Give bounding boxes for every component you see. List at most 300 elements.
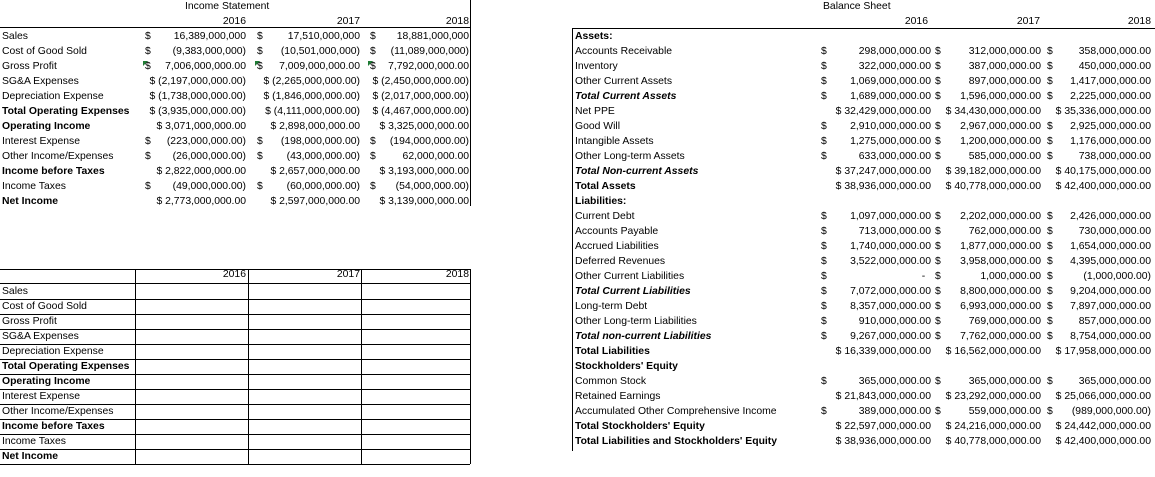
income-cell[interactable] [145, 119, 246, 134]
balance-row-accounts-payable[interactable]: Accounts Payable [575, 226, 659, 237]
income-cell[interactable] [370, 119, 469, 134]
blank-year-2016[interactable]: 2016 [222, 269, 246, 280]
blank-row-depreciation-expense[interactable]: Depreciation Expense [2, 346, 104, 357]
balance-cell[interactable] [1047, 374, 1151, 389]
income-statement-title[interactable]: Income Statement [185, 1, 270, 12]
balance-cell[interactable] [821, 254, 931, 269]
currency-symbol: $ [145, 61, 151, 72]
currency-symbol: $ [935, 316, 941, 327]
balance-cell[interactable] [821, 329, 931, 344]
cell-value: $ (2,450,000,000.00) [372, 76, 469, 87]
cell-value: $ (1,846,000,000.00) [263, 91, 360, 102]
income-cell[interactable] [257, 89, 360, 104]
blank-row-border [0, 314, 470, 315]
balance-cell[interactable] [935, 44, 1041, 59]
income-cell[interactable] [370, 59, 469, 74]
income-year-2017[interactable]: 2017 [336, 16, 360, 27]
balance-cell[interactable] [1047, 89, 1151, 104]
cell-value: $ 2,773,000,000.00 [156, 196, 246, 207]
cell-value: 2,426,000,000.00 [1070, 211, 1151, 222]
blank-row-net-income[interactable]: Net Income [2, 451, 59, 462]
income-cell[interactable] [370, 164, 469, 179]
blank-header-border [0, 283, 470, 284]
income-cell[interactable] [257, 149, 360, 164]
income-cell[interactable] [145, 164, 246, 179]
balance-cell[interactable] [935, 74, 1041, 89]
currency-symbol: $ [821, 241, 827, 252]
cell-value: 1,654,000,000.00 [1070, 241, 1151, 252]
balance-cell[interactable] [1047, 434, 1151, 449]
cell-value: $ 2,597,000,000.00 [270, 196, 360, 207]
balance-cell[interactable] [821, 74, 931, 89]
blank-row-operating-income[interactable]: Operating Income [2, 376, 91, 387]
blank-col-border-2 [248, 269, 249, 464]
balance-cell[interactable] [1047, 179, 1151, 194]
balance-cell[interactable] [1047, 419, 1151, 434]
currency-symbol: $ [1047, 46, 1053, 57]
balance-year-2016[interactable]: 2016 [904, 16, 928, 27]
balance-cell[interactable] [1047, 209, 1151, 224]
cell-value: 9,267,000,000.00 [850, 331, 931, 342]
income-cell[interactable] [145, 134, 246, 149]
currency-symbol: $ [1047, 301, 1053, 312]
cell-value: $ 21,843,000,000.00 [835, 391, 931, 402]
balance-row-total-non-current-assets[interactable]: Total Non-current Assets [575, 166, 699, 177]
income-year-2018[interactable]: 2018 [445, 16, 469, 27]
balance-cell[interactable] [1047, 284, 1151, 299]
balance-cell[interactable] [935, 284, 1041, 299]
balance-year-2017[interactable]: 2017 [1016, 16, 1040, 27]
balance-row-retained-earnings[interactable]: Retained Earnings [575, 391, 661, 402]
income-cell[interactable] [370, 194, 469, 209]
balance-cell[interactable] [1047, 314, 1151, 329]
balance-cell[interactable] [1047, 44, 1151, 59]
cell-value: $ 25,066,000,000.00 [1055, 391, 1151, 402]
cell-value: 7,072,000,000.00 [850, 286, 931, 297]
income-row-gross-profit[interactable]: Gross Profit [2, 61, 57, 72]
cell-value: 8,800,000,000.00 [960, 286, 1041, 297]
currency-symbol: $ [821, 151, 827, 162]
balance-row-total-stockholders-equity[interactable]: Total Stockholders' Equity [575, 421, 705, 432]
currency-symbol: $ [257, 31, 263, 42]
income-cell[interactable] [257, 104, 360, 119]
cell-value: 8,357,000,000.00 [850, 301, 931, 312]
cell-value: $ (2,197,000,000.00) [149, 76, 246, 87]
balance-row-total-non-current-liabilities[interactable]: Total non-current Liabilities [575, 331, 712, 342]
currency-symbol: $ [935, 91, 941, 102]
balance-cell[interactable] [935, 299, 1041, 314]
cell-value: $ 37,247,000,000.00 [835, 166, 931, 177]
income-cell[interactable] [145, 44, 246, 59]
income-row-depreciation-expense[interactable]: Depreciation Expense [2, 91, 104, 102]
cell-value: (26,000,000.00) [172, 151, 246, 162]
balance-cell[interactable] [821, 149, 931, 164]
balance-cell[interactable] [821, 89, 931, 104]
currency-symbol: $ [257, 46, 263, 57]
cell-value: (43,000,000.00) [286, 151, 360, 162]
cell-value: 713,000,000.00 [858, 226, 931, 237]
currency-symbol: $ [1047, 121, 1053, 132]
balance-cell[interactable] [935, 89, 1041, 104]
blank-col-border-4 [470, 269, 471, 464]
balance-cell[interactable] [935, 104, 1041, 119]
balance-cell[interactable] [935, 344, 1041, 359]
balance-row-accrued-liabilities[interactable]: Accrued Liabilities [575, 241, 659, 252]
income-row-sg-a-expenses[interactable]: SG&A Expenses [2, 76, 79, 87]
currency-symbol: $ [145, 181, 151, 192]
balance-cell[interactable] [821, 224, 931, 239]
cell-value: (223,000,000.00) [166, 136, 246, 147]
error-indicator-icon [143, 61, 148, 66]
income-cell[interactable] [370, 149, 469, 164]
cell-value: $ 3,325,000,000.00 [379, 121, 469, 132]
balance-cell[interactable] [935, 419, 1041, 434]
cell-value: 633,000,000.00 [858, 151, 931, 162]
cell-value: $ (1,738,000,000.00) [149, 91, 246, 102]
cell-value: 6,993,000,000.00 [960, 301, 1041, 312]
balance-cell[interactable] [1047, 344, 1151, 359]
currency-symbol: $ [370, 31, 376, 42]
currency-symbol: $ [257, 181, 263, 192]
income-cell[interactable] [370, 179, 469, 194]
cell-value: 365,000,000.00 [1078, 376, 1151, 387]
cell-value: $ 16,562,000,000.00 [945, 346, 1041, 357]
balance-cell[interactable] [1047, 389, 1151, 404]
cell-value: $ 3,193,000,000.00 [379, 166, 469, 177]
cell-value: (10,501,000,000) [280, 46, 360, 57]
currency-symbol: $ [1047, 316, 1053, 327]
cell-value: $ 42,400,000,000.00 [1055, 181, 1151, 192]
blank-row-other-income-expenses[interactable]: Other Income/Expenses [2, 406, 114, 417]
currency-symbol: $ [935, 211, 941, 222]
balance-cell[interactable] [935, 374, 1041, 389]
income-cell[interactable] [145, 179, 246, 194]
blank-col-border-1 [135, 269, 136, 464]
balance-cell[interactable] [821, 404, 931, 419]
income-cell[interactable] [257, 29, 360, 44]
balance-cell[interactable] [821, 419, 931, 434]
currency-symbol: $ [1047, 151, 1053, 162]
cell-value: 1,275,000,000.00 [850, 136, 931, 147]
balance-cell[interactable] [1047, 119, 1151, 134]
cell-value: 7,762,000,000.00 [960, 331, 1041, 342]
balance-cell[interactable] [935, 224, 1041, 239]
income-cell[interactable] [370, 89, 469, 104]
income-cell[interactable] [257, 164, 360, 179]
balance-cell[interactable] [821, 44, 931, 59]
cell-value: 322,000,000.00 [858, 61, 931, 72]
cell-value: 1,069,000,000.00 [850, 76, 931, 87]
balance-row-other-long-term-assets[interactable]: Other Long-term Assets [575, 151, 685, 162]
balance-left-border [572, 28, 573, 451]
income-cell[interactable] [257, 194, 360, 209]
cell-value: 3,958,000,000.00 [960, 256, 1041, 267]
cell-value: 9,204,000,000.00 [1070, 286, 1151, 297]
currency-symbol: $ [821, 121, 827, 132]
balance-row-total-current-liabilities[interactable]: Total Current Liabilities [575, 286, 691, 297]
currency-symbol: $ [370, 181, 376, 192]
cell-value: $ 24,216,000,000.00 [945, 421, 1041, 432]
cell-value: 585,000,000.00 [968, 151, 1041, 162]
cell-value: (1,000,000.00) [1083, 271, 1151, 282]
income-cell[interactable] [145, 29, 246, 44]
balance-row-other-long-term-liabilities[interactable]: Other Long-term Liabilities [575, 316, 697, 327]
income-row-income-before-taxes[interactable]: Income before Taxes [2, 166, 105, 177]
balance-row-current-debt[interactable]: Current Debt [575, 211, 635, 222]
balance-cell[interactable] [1047, 299, 1151, 314]
balance-row-total-liabilities[interactable]: Total Liabilities [575, 346, 650, 357]
balance-cell[interactable] [821, 344, 931, 359]
cell-value: (60,000,000.00) [286, 181, 360, 192]
income-row-interest-expense[interactable]: Interest Expense [2, 136, 80, 147]
cell-value: (54,000,000.00) [395, 181, 469, 192]
cell-value: $ 24,442,000,000.00 [1055, 421, 1151, 432]
balance-year-2018[interactable]: 2018 [1127, 16, 1151, 27]
income-row-other-income-expenses[interactable]: Other Income/Expenses [2, 151, 114, 162]
cell-value: $ 34,430,000,000.00 [945, 106, 1041, 117]
cell-value: $ 40,778,000,000.00 [945, 181, 1041, 192]
currency-symbol: $ [257, 136, 263, 147]
cell-value: 389,000,000.00 [858, 406, 931, 417]
balance-cell[interactable] [1047, 74, 1151, 89]
balance-cell[interactable] [935, 239, 1041, 254]
cell-value: 450,000,000.00 [1078, 61, 1151, 72]
income-cell[interactable] [145, 89, 246, 104]
currency-symbol: $ [935, 121, 941, 132]
currency-symbol: $ [370, 151, 376, 162]
income-header-border [0, 27, 470, 28]
balance-cell[interactable] [821, 59, 931, 74]
income-cell[interactable] [145, 149, 246, 164]
currency-symbol: $ [935, 406, 941, 417]
balance-cell[interactable] [821, 104, 931, 119]
balance-cell[interactable] [821, 164, 931, 179]
cell-value: $ 42,400,000,000.00 [1055, 436, 1151, 447]
balance-cell[interactable] [1047, 59, 1151, 74]
balance-cell[interactable] [1047, 254, 1151, 269]
balance-cell[interactable] [821, 374, 931, 389]
cell-value: 7,006,000,000.00 [165, 61, 246, 72]
balance-cell[interactable] [935, 434, 1041, 449]
cell-value: 1,176,000,000.00 [1070, 136, 1151, 147]
cell-value: 3,522,000,000.00 [850, 256, 931, 267]
balance-row-total-assets[interactable]: Total Assets [575, 181, 636, 192]
balance-row-accounts-receivable[interactable]: Accounts Receivable [575, 46, 673, 57]
income-row-total-operating-expenses[interactable]: Total Operating Expenses [2, 106, 130, 117]
cell-value: (989,000,000.00) [1071, 406, 1151, 417]
income-cell[interactable] [257, 59, 360, 74]
income-cell[interactable] [257, 119, 360, 134]
cell-value: $ 2,898,000,000.00 [270, 121, 360, 132]
blank-year-2018[interactable]: 2018 [445, 269, 469, 280]
balance-row-liabilities[interactable]: Liabilities: [575, 196, 627, 207]
income-cell[interactable] [145, 59, 246, 74]
balance-row-good-will[interactable]: Good Will [575, 121, 621, 132]
blank-row-cost-of-good-sold[interactable]: Cost of Good Sold [2, 301, 87, 312]
cell-value: 4,395,000,000.00 [1070, 256, 1151, 267]
balance-cell[interactable] [935, 329, 1041, 344]
balance-cell[interactable] [1047, 224, 1151, 239]
balance-row-common-stock[interactable]: Common Stock [575, 376, 647, 387]
currency-symbol: $ [370, 46, 376, 57]
balance-row-other-current-liabilities[interactable]: Other Current Liabilities [575, 271, 685, 282]
balance-row-other-current-assets[interactable]: Other Current Assets [575, 76, 673, 87]
blank-row-sg-a-expenses[interactable]: SG&A Expenses [2, 331, 79, 342]
balance-cell[interactable] [821, 179, 931, 194]
income-cell[interactable] [370, 134, 469, 149]
income-cell[interactable] [370, 104, 469, 119]
balance-row-accumulated-other-comprehensive-income[interactable]: Accumulated Other Comprehensive Income [575, 406, 777, 417]
balance-row-stockholders-equity[interactable]: Stockholders' Equity [575, 361, 678, 372]
currency-symbol: $ [821, 211, 827, 222]
income-cell[interactable] [145, 74, 246, 89]
balance-cell[interactable] [1047, 269, 1151, 284]
blank-row-total-operating-expenses[interactable]: Total Operating Expenses [2, 361, 130, 372]
currency-symbol: $ [935, 286, 941, 297]
balance-cell[interactable] [821, 314, 931, 329]
cell-value: $ 3,071,000,000.00 [156, 121, 246, 132]
income-cell[interactable] [370, 74, 469, 89]
balance-row-total-liabilities-and-stockholders-equity[interactable]: Total Liabilities and Stockholders' Equity [575, 436, 778, 447]
cell-value: (49,000,000.00) [172, 181, 246, 192]
balance-cell[interactable] [1047, 149, 1151, 164]
error-indicator-icon [255, 61, 260, 66]
balance-cell[interactable] [935, 59, 1041, 74]
cell-value: 559,000,000.00 [968, 406, 1041, 417]
cell-value: $ (2,265,000,000.00) [263, 76, 360, 87]
cell-value: 762,000,000.00 [968, 226, 1041, 237]
income-cell[interactable] [257, 134, 360, 149]
balance-cell[interactable] [1047, 104, 1151, 119]
income-cell[interactable] [370, 29, 469, 44]
income-row-cost-of-good-sold[interactable]: Cost of Good Sold [2, 46, 87, 57]
cell-value: 2,967,000,000.00 [960, 121, 1041, 132]
balance-cell[interactable] [821, 284, 931, 299]
currency-symbol: $ [145, 136, 151, 147]
income-cell[interactable] [145, 104, 246, 119]
error-indicator-icon [368, 61, 373, 66]
balance-cell[interactable] [821, 434, 931, 449]
currency-symbol: $ [821, 91, 827, 102]
cell-value: 1,417,000,000.00 [1070, 76, 1151, 87]
balance-row-net-ppe[interactable]: Net PPE [575, 106, 615, 117]
balance-cell[interactable] [935, 134, 1041, 149]
cell-value: 358,000,000.00 [1078, 46, 1151, 57]
cell-value: 16,389,000,000 [173, 31, 246, 42]
blank-top-border [0, 269, 470, 270]
cell-value: $ 32,429,000,000.00 [835, 106, 931, 117]
income-cell[interactable] [370, 44, 469, 59]
balance-cell[interactable] [1047, 239, 1151, 254]
currency-symbol: $ [1047, 61, 1053, 72]
balance-cell[interactable] [821, 209, 931, 224]
balance-cell[interactable] [935, 389, 1041, 404]
balance-cell[interactable] [935, 254, 1041, 269]
balance-sheet-title[interactable]: Balance Sheet [823, 1, 891, 12]
income-cell[interactable] [257, 74, 360, 89]
blank-row-income-taxes[interactable]: Income Taxes [2, 436, 66, 447]
currency-symbol: $ [257, 151, 263, 162]
balance-cell[interactable] [821, 299, 931, 314]
balance-cell[interactable] [935, 119, 1041, 134]
blank-year-2017[interactable]: 2017 [336, 269, 360, 280]
currency-symbol: $ [935, 376, 941, 387]
balance-cell[interactable] [935, 164, 1041, 179]
blank-row-gross-profit[interactable]: Gross Profit [2, 316, 57, 327]
cell-value: $ 23,292,000,000.00 [945, 391, 1041, 402]
balance-cell[interactable] [935, 404, 1041, 419]
blank-bottom-border [0, 464, 470, 465]
blank-row-income-before-taxes[interactable]: Income before Taxes [2, 421, 105, 432]
currency-symbol: $ [821, 406, 827, 417]
balance-row-total-current-assets[interactable]: Total Current Assets [575, 91, 677, 102]
balance-header-border [572, 28, 1155, 29]
currency-symbol: $ [821, 316, 827, 327]
income-cell[interactable] [257, 179, 360, 194]
balance-cell[interactable] [935, 149, 1041, 164]
balance-cell[interactable] [935, 269, 1041, 284]
cell-value: 62,000,000.00 [402, 151, 469, 162]
balance-row-assets[interactable]: Assets: [575, 31, 613, 42]
balance-row-intangible-assets[interactable]: Intangible Assets [575, 136, 654, 147]
income-row-operating-income[interactable]: Operating Income [2, 121, 91, 132]
balance-row-inventory[interactable]: Inventory [575, 61, 618, 72]
cell-value: 1,877,000,000.00 [960, 241, 1041, 252]
cell-value: 298,000,000.00 [858, 46, 931, 57]
balance-cell[interactable] [821, 119, 931, 134]
balance-row-long-term-debt[interactable]: Long-term Debt [575, 301, 648, 312]
blank-row-interest-expense[interactable]: Interest Expense [2, 391, 80, 402]
cell-value: (198,000,000.00) [280, 136, 360, 147]
balance-cell[interactable] [821, 389, 931, 404]
income-cell[interactable] [257, 44, 360, 59]
currency-symbol: $ [257, 61, 263, 72]
currency-symbol: $ [935, 76, 941, 87]
currency-symbol: $ [370, 61, 376, 72]
cell-value: 2,910,000,000.00 [850, 121, 931, 132]
currency-symbol: $ [1047, 406, 1053, 417]
currency-symbol: $ [821, 271, 827, 282]
blank-row-sales[interactable]: Sales [2, 286, 28, 297]
income-year-2016[interactable]: 2016 [222, 16, 246, 27]
blank-row-border [0, 449, 470, 450]
cell-value: 2,225,000,000.00 [1070, 91, 1151, 102]
currency-symbol: $ [1047, 76, 1053, 87]
balance-cell[interactable] [821, 269, 931, 284]
balance-cell[interactable] [1047, 404, 1151, 419]
balance-row-deferred-revenues[interactable]: Deferred Revenues [575, 256, 666, 267]
income-cell[interactable] [145, 194, 246, 209]
balance-cell[interactable] [935, 179, 1041, 194]
currency-symbol: $ [145, 31, 151, 42]
income-row-net-income[interactable]: Net Income [2, 196, 59, 207]
balance-cell[interactable] [935, 209, 1041, 224]
cell-value: (194,000,000.00) [389, 136, 469, 147]
balance-cell[interactable] [935, 314, 1041, 329]
balance-cell[interactable] [1047, 329, 1151, 344]
balance-cell[interactable] [821, 239, 931, 254]
cell-value: (11,089,000,000) [390, 46, 469, 57]
cell-value: 910,000,000.00 [858, 316, 931, 327]
cell-value: $ (4,467,000,000.00) [372, 106, 469, 117]
income-row-sales[interactable]: Sales [2, 31, 28, 42]
currency-symbol: $ [1047, 256, 1053, 267]
income-row-income-taxes[interactable]: Income Taxes [2, 181, 66, 192]
balance-cell[interactable] [821, 134, 931, 149]
balance-cell[interactable] [1047, 164, 1151, 179]
balance-cell[interactable] [1047, 134, 1151, 149]
cell-value: 730,000,000.00 [1078, 226, 1151, 237]
